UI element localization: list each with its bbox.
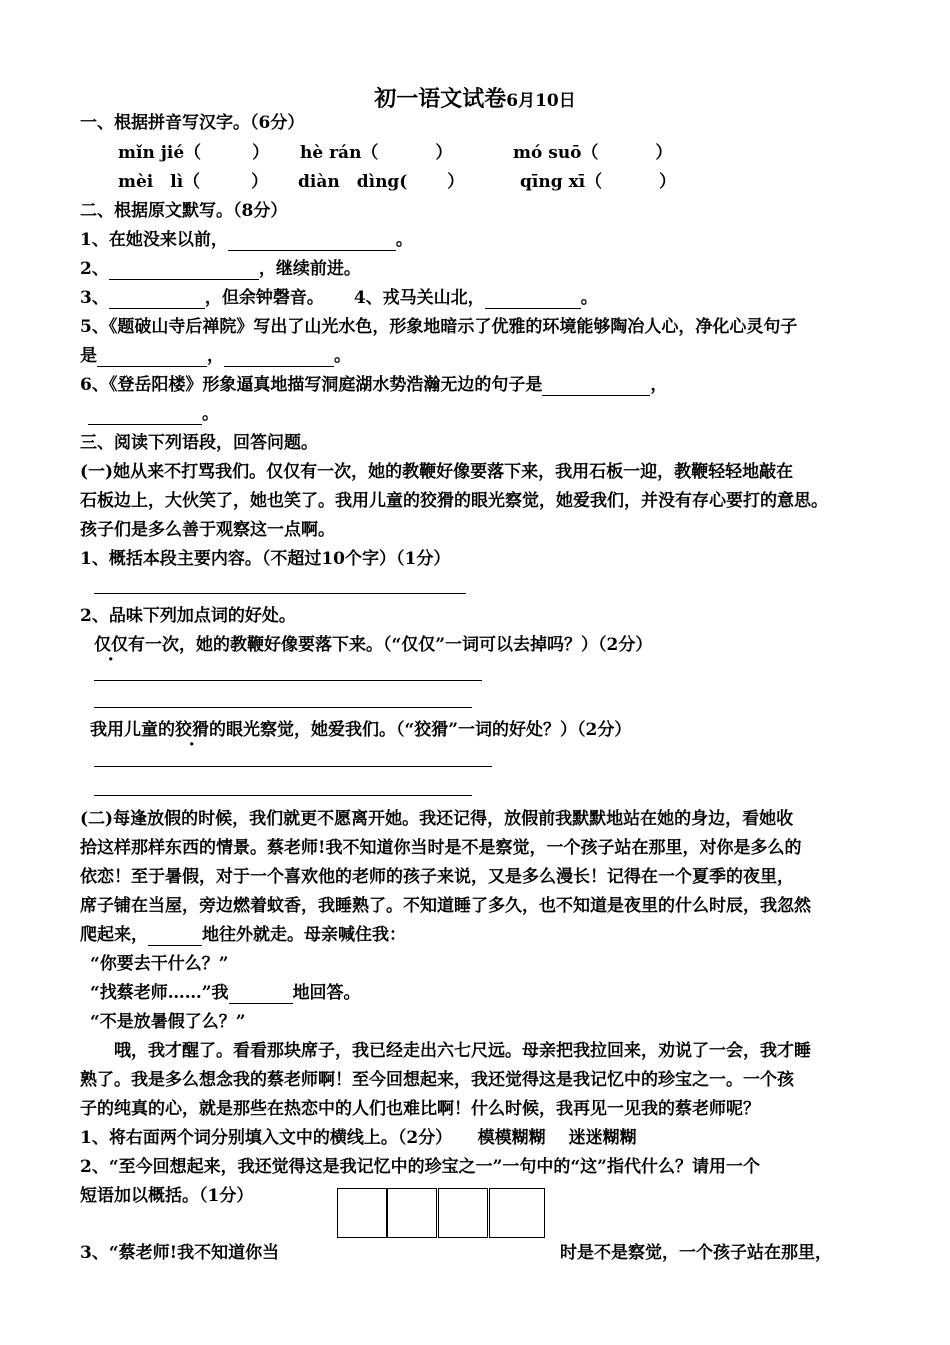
section3-heading: 三、阅读下列语段，回答问题。 bbox=[80, 433, 318, 453]
answer-line[interactable] bbox=[94, 707, 472, 708]
answer-blank[interactable] bbox=[485, 291, 581, 309]
passage2-line: 爬起来， 地往外就走。母亲喊住我： bbox=[80, 925, 406, 945]
reading-q4: 2、“至今回想起来，我还觉得这是我记忆中的珍宝之一”一句中的“这”指代什么？请用一个 bbox=[80, 1157, 760, 1177]
pinyin-6: qīng xī（ ） bbox=[520, 172, 677, 192]
dialogue-line: “你要去干什么？” bbox=[90, 954, 229, 974]
answer-box[interactable] bbox=[337, 1188, 387, 1238]
pinyin-2: hè rán（ ） bbox=[300, 143, 453, 163]
passage3-line: 哦，我才醒了。看看那块席子，我已经走出六七尺远。母亲把我拉回来，劝说了一会，我才睡 bbox=[80, 1041, 811, 1061]
answer-line[interactable] bbox=[94, 680, 482, 681]
answer-blank[interactable] bbox=[109, 291, 205, 309]
recite-q3: 3、 ，但余钟磬音。 4、戎马关山北， 。 bbox=[80, 288, 598, 308]
answer-blank[interactable] bbox=[88, 407, 202, 425]
passage1-line: (一)她从来不打骂我们。仅仅有一次，她的教鞭好像要落下来，我用石板一迎，教鞭轻轻地敲在 bbox=[80, 462, 794, 482]
passage2-line: 拾这样那样东西的情景。蔡老师!我不知道你当时是不是察觉，一个孩子站在那里，对你是多么的 bbox=[80, 838, 802, 858]
recite-q5-cont: 是 ， 。 bbox=[80, 346, 351, 366]
answer-blank[interactable] bbox=[542, 378, 650, 396]
recite-q5: 5、《题破山寺后禅院》写出了山光水色，形象地暗示了优雅的环境能够陶冶人心，净化心灵句子 bbox=[80, 317, 798, 337]
answer-blank[interactable] bbox=[97, 349, 207, 367]
reading-q2b: 我用儿童的狡猾的眼光察觉，她爱我们。（“狡猾”一词的好处？）（2分） bbox=[90, 720, 632, 740]
reading-q3: 1、将右面两个词分别填入文中的横线上。（2分） 模模糊糊 迷迷糊糊 bbox=[80, 1128, 637, 1148]
recite-q2: 2、 ，继续前进。 bbox=[80, 259, 361, 279]
passage2-line: 依恋！至于暑假，对于一个喜欢他的老师的孩子来说，又是多么漫长！记得在一个夏季的夜里， bbox=[80, 867, 794, 887]
pinyin-5: diàn dìng( ） bbox=[298, 172, 465, 192]
passage3-line: 熟了。我是多么想念我的蔡老师啊！至今回想起来，我还觉得这是我记忆中的珍宝之一。一个孩 bbox=[80, 1070, 794, 1090]
passage2-line: (二)每逢放假的时候，我们就更不愿离开她。我还记得，放假前我默默地站在她的身边，看她收 bbox=[80, 809, 794, 829]
recite-q6: 6、《登岳阳楼》形象逼真地描写洞庭湖水势浩瀚无边的句子是 ， bbox=[80, 375, 668, 395]
answer-blank[interactable] bbox=[229, 986, 293, 1004]
reading-q1: 1、概括本段主要内容。（不超过10个字）（1分） bbox=[80, 549, 451, 569]
answer-box[interactable] bbox=[387, 1188, 437, 1238]
answer-blank[interactable] bbox=[228, 233, 396, 251]
reading-q5-cont: 时是不是察觉，一个孩子站在那里， bbox=[560, 1243, 832, 1263]
answer-line[interactable] bbox=[94, 766, 492, 767]
dialogue-line: “找蔡老师……”我 地回答。 bbox=[90, 983, 361, 1003]
answer-box[interactable] bbox=[489, 1188, 545, 1238]
answer-box[interactable] bbox=[438, 1188, 488, 1238]
reading-q2: 2、品味下列加点词的好处。 bbox=[80, 606, 296, 626]
section2-heading: 二、根据原文默写。（8分） bbox=[80, 201, 288, 221]
pinyin-3: mó suō（ ） bbox=[513, 143, 673, 163]
passage1-line: 石板边上，大伙笑了，她也笑了。我用儿童的狡猾的眼光察觉，她爱我们，并没有存心要打的意思。 bbox=[80, 491, 828, 511]
answer-blank[interactable] bbox=[148, 928, 202, 946]
pinyin-4: mèi lì（ ） bbox=[118, 172, 269, 192]
page-title: 初一语文试卷6月10日 bbox=[374, 86, 576, 112]
answer-line[interactable] bbox=[94, 593, 466, 594]
answer-blank[interactable] bbox=[109, 262, 259, 280]
passage2-line: 席子铺在当屋，旁边燃着蚊香，我睡熟了。不知道睡了多久，也不知道是夜里的什么时辰，我忽然 bbox=[80, 896, 811, 916]
recite-q1: 1、在她没来以前， 。 bbox=[80, 230, 413, 250]
pinyin-1: mǐn jié（ ） bbox=[118, 143, 270, 163]
dialogue-line: “不是放暑假了么？” bbox=[90, 1012, 246, 1032]
reading-q5: 3、“蔡老师!我不知道你当 bbox=[80, 1243, 280, 1263]
passage3-line: 子的纯真的心，就是那些在热恋中的人们也难比啊！什么时候，我再见一见我的蔡老师呢？ bbox=[80, 1099, 760, 1119]
reading-q2a: 仅仅有一次，她的教鞭好像要落下来。（“仅仅”一词可以去掉吗？）（2分） bbox=[94, 635, 653, 655]
recite-q6-cont: 。 bbox=[88, 403, 219, 425]
reading-q4-cont: 短语加以概括。（1分） bbox=[80, 1186, 254, 1206]
passage1-line: 孩子们是多么善于观察这一点啊。 bbox=[80, 520, 335, 540]
section1-heading: 一、根据拼音写汉字。（6分） bbox=[80, 113, 305, 133]
answer-line[interactable] bbox=[94, 795, 472, 796]
answer-blank[interactable] bbox=[224, 349, 334, 367]
